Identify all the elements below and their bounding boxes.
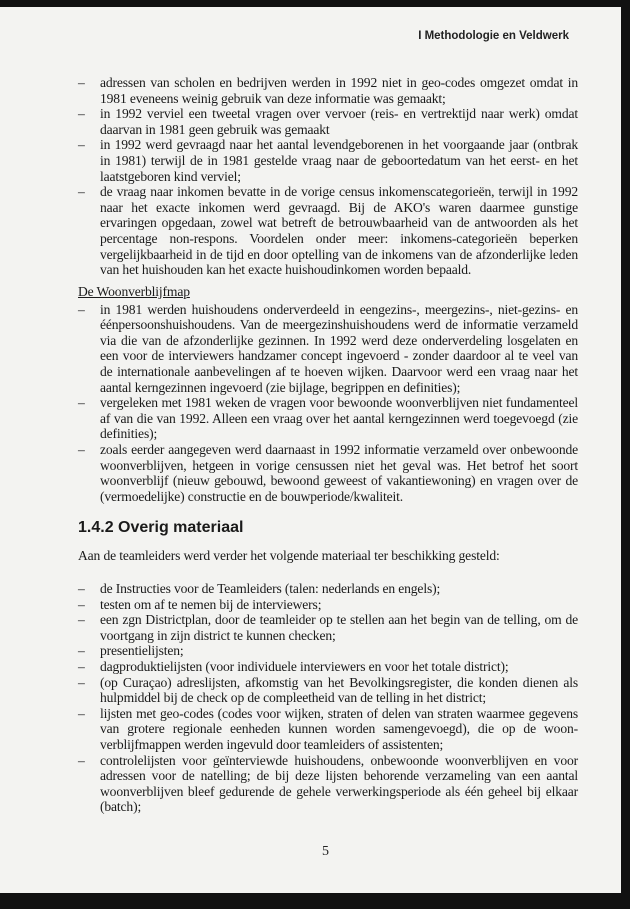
- list-materials: [78, 581, 578, 815]
- bullet-dash: –: [78, 658, 85, 674]
- bullet-dash: –: [78, 612, 85, 628]
- list-item-text: vergeleken met 1981 weken de vragen voor bewoonde woonverblijven niet fundamenteel af van die van 1992. Alleen een vraag over het aantal kerngezinnen werd toegevoegd (zie definities);: [100, 395, 578, 442]
- section-heading: 1.4.2 Overig materiaal: [78, 519, 244, 536]
- subheading: De Woonverblijfmap: [78, 284, 190, 299]
- list-item: [78, 612, 578, 643]
- list-item-text: in 1981 werden huishoudens onderverdeeld in eengezins-, meergezins-, niet-gezins- en éénpersoonshuishoudens. Van de meergezinshuishoudens werd de informatie verzameld via die van de afzonderlijke gezinnen. In 1992 werd deze onderverdeling losgelaten en een voor de interviewers handzamer concept ingevoerd - zonder daardoor al te veel van de internationale aanbevelingen af te hoeven wijken. Daarvoor werd een vraag naar het aantal kerngezinnen ingevoerd (zie bijlage, begrippen en definities);: [100, 301, 578, 395]
- list-item: [78, 106, 578, 137]
- intro-text: Aan de teamleiders werd verder het volgende materiaal ter beschikking gesteld:: [78, 548, 500, 563]
- list-item-text: in 1992 verviel een tweetal vragen over vervoer (reis- en vertrektijd naar werk) omdat daarvan in 1981 geen gebruik was gemaakt: [100, 106, 578, 137]
- woonverblijfmap-section: [78, 284, 578, 504]
- page-number: 5: [322, 844, 329, 859]
- bullet-dash: –: [78, 752, 85, 768]
- list-item: [78, 581, 578, 597]
- bullet-dash: –: [78, 596, 85, 612]
- list-item: [78, 75, 578, 106]
- list-item-text: zoals eerder aangegeven werd daarnaast in 1992 informatie verzameld over onbewoonde woonverblijven, hetgeen in vorige censussen niet het geval was. Het betrof het soort woonverblijf (nieuw gebouwd, bewoond geweest of vakantiewoning) en vragen over de (vermoedelijke) constructie en de bouwperiode/kwaliteit.: [100, 441, 578, 504]
- list-item-text: dagproduktielijsten (voor individuele interviewers en voor het totale district);: [100, 658, 509, 674]
- bullet-dash: –: [78, 674, 85, 690]
- list-item-text: lijsten met geo-codes (codes voor wijken, straten of delen van straten waarmee gegevens van grotere regionale eenheden kunnen worden samengevoegd), die op de woon-verblijfmappen werden ingevuld door teamleiders of assistenten;: [100, 705, 578, 752]
- list-item: [78, 137, 578, 184]
- list-item: [78, 675, 578, 706]
- list-item-text: een zgn Districtplan, door de teamleider op te stellen aan het begin van de telling, om de voortgang in zijn district te kunnen checken;: [100, 612, 578, 643]
- list-item: [78, 753, 578, 815]
- list-item: [78, 643, 578, 659]
- list-item: [78, 597, 578, 613]
- running-header: I Methodologie en Veldwerk: [418, 30, 569, 42]
- list-item-text: de vraag naar inkomen bevatte in de vorige census inkomenscategorieën, terwijl in 1992 naar het exacte inkomen werd gevraagd. Bij de AKO's waren daarmee gunstige ervaringen opgedaan, zowel wat betreft de betrouwbaarheid van de antwoorden als het percentage non-respons. Voordelen onder meer: inkomens-categorieën beperken vergelijkbaarheid in de tijd en door optelling van de inkomens van de afzonderlijke leden van het huishouden kan het exacte huishoudinkomen worden bepaald.: [100, 184, 578, 278]
- bullet-dash: –: [78, 75, 85, 90]
- list-item-text: testen om af te nemen bij de interviewers;: [100, 596, 322, 612]
- bullet-dash: –: [78, 106, 85, 122]
- bullet-dash: –: [78, 301, 85, 317]
- bullet-dash: –: [78, 643, 85, 659]
- list-item: [78, 395, 578, 442]
- bullet-dash: –: [78, 705, 85, 721]
- list-item: [78, 706, 578, 753]
- list-item: [78, 302, 578, 396]
- list-item-text: presentielijsten;: [100, 643, 184, 659]
- list-item: [78, 184, 578, 278]
- list-item-text: de Instructies voor de Teamleiders (talen: nederlands en engels);: [100, 581, 441, 596]
- bullet-dash: –: [78, 137, 85, 153]
- bullet-dash: –: [78, 581, 85, 596]
- list-item-text: in 1992 werd gevraagd naar het aantal levendgeborenen in het voorgaande jaar (ontbrak in 1981) terwijl de in 1981 gestelde vraag naar de geboortedatum van het eerst- en het laatstgeboren kind verviel;: [100, 137, 578, 184]
- list-changes: [78, 75, 578, 278]
- list-item: [78, 442, 578, 504]
- intro-paragraph: [78, 548, 578, 564]
- bullet-dash: –: [78, 441, 85, 457]
- list-item: [78, 659, 578, 675]
- bullet-dash: –: [78, 184, 85, 200]
- list-item-text: controlelijsten voor geïnterviewde huishoudens, onbewoonde woonverblijven en voor adressen voor de natelling; de bij deze lijsten behorende verzameling van een aantal woonverblijven bleef gedurende de gehele verwerkingsperiode als één geheel bij elkaar (batch);: [100, 752, 578, 815]
- bullet-dash: –: [78, 395, 85, 411]
- document-page: [0, 7, 621, 893]
- list-item-text: (op Curaçao) adreslijsten, afkomstig van het Bevolkingsregister, die konden dienen als hulpmiddel bij de check op de compleetheid van de telling in het district;: [100, 674, 578, 706]
- list-item-text: adressen van scholen en bedrijven werden in 1992 niet in geo-codes omgezet omdat in 1981 eveneens weinig gebruik van deze informatie was gemaakt;: [100, 75, 578, 106]
